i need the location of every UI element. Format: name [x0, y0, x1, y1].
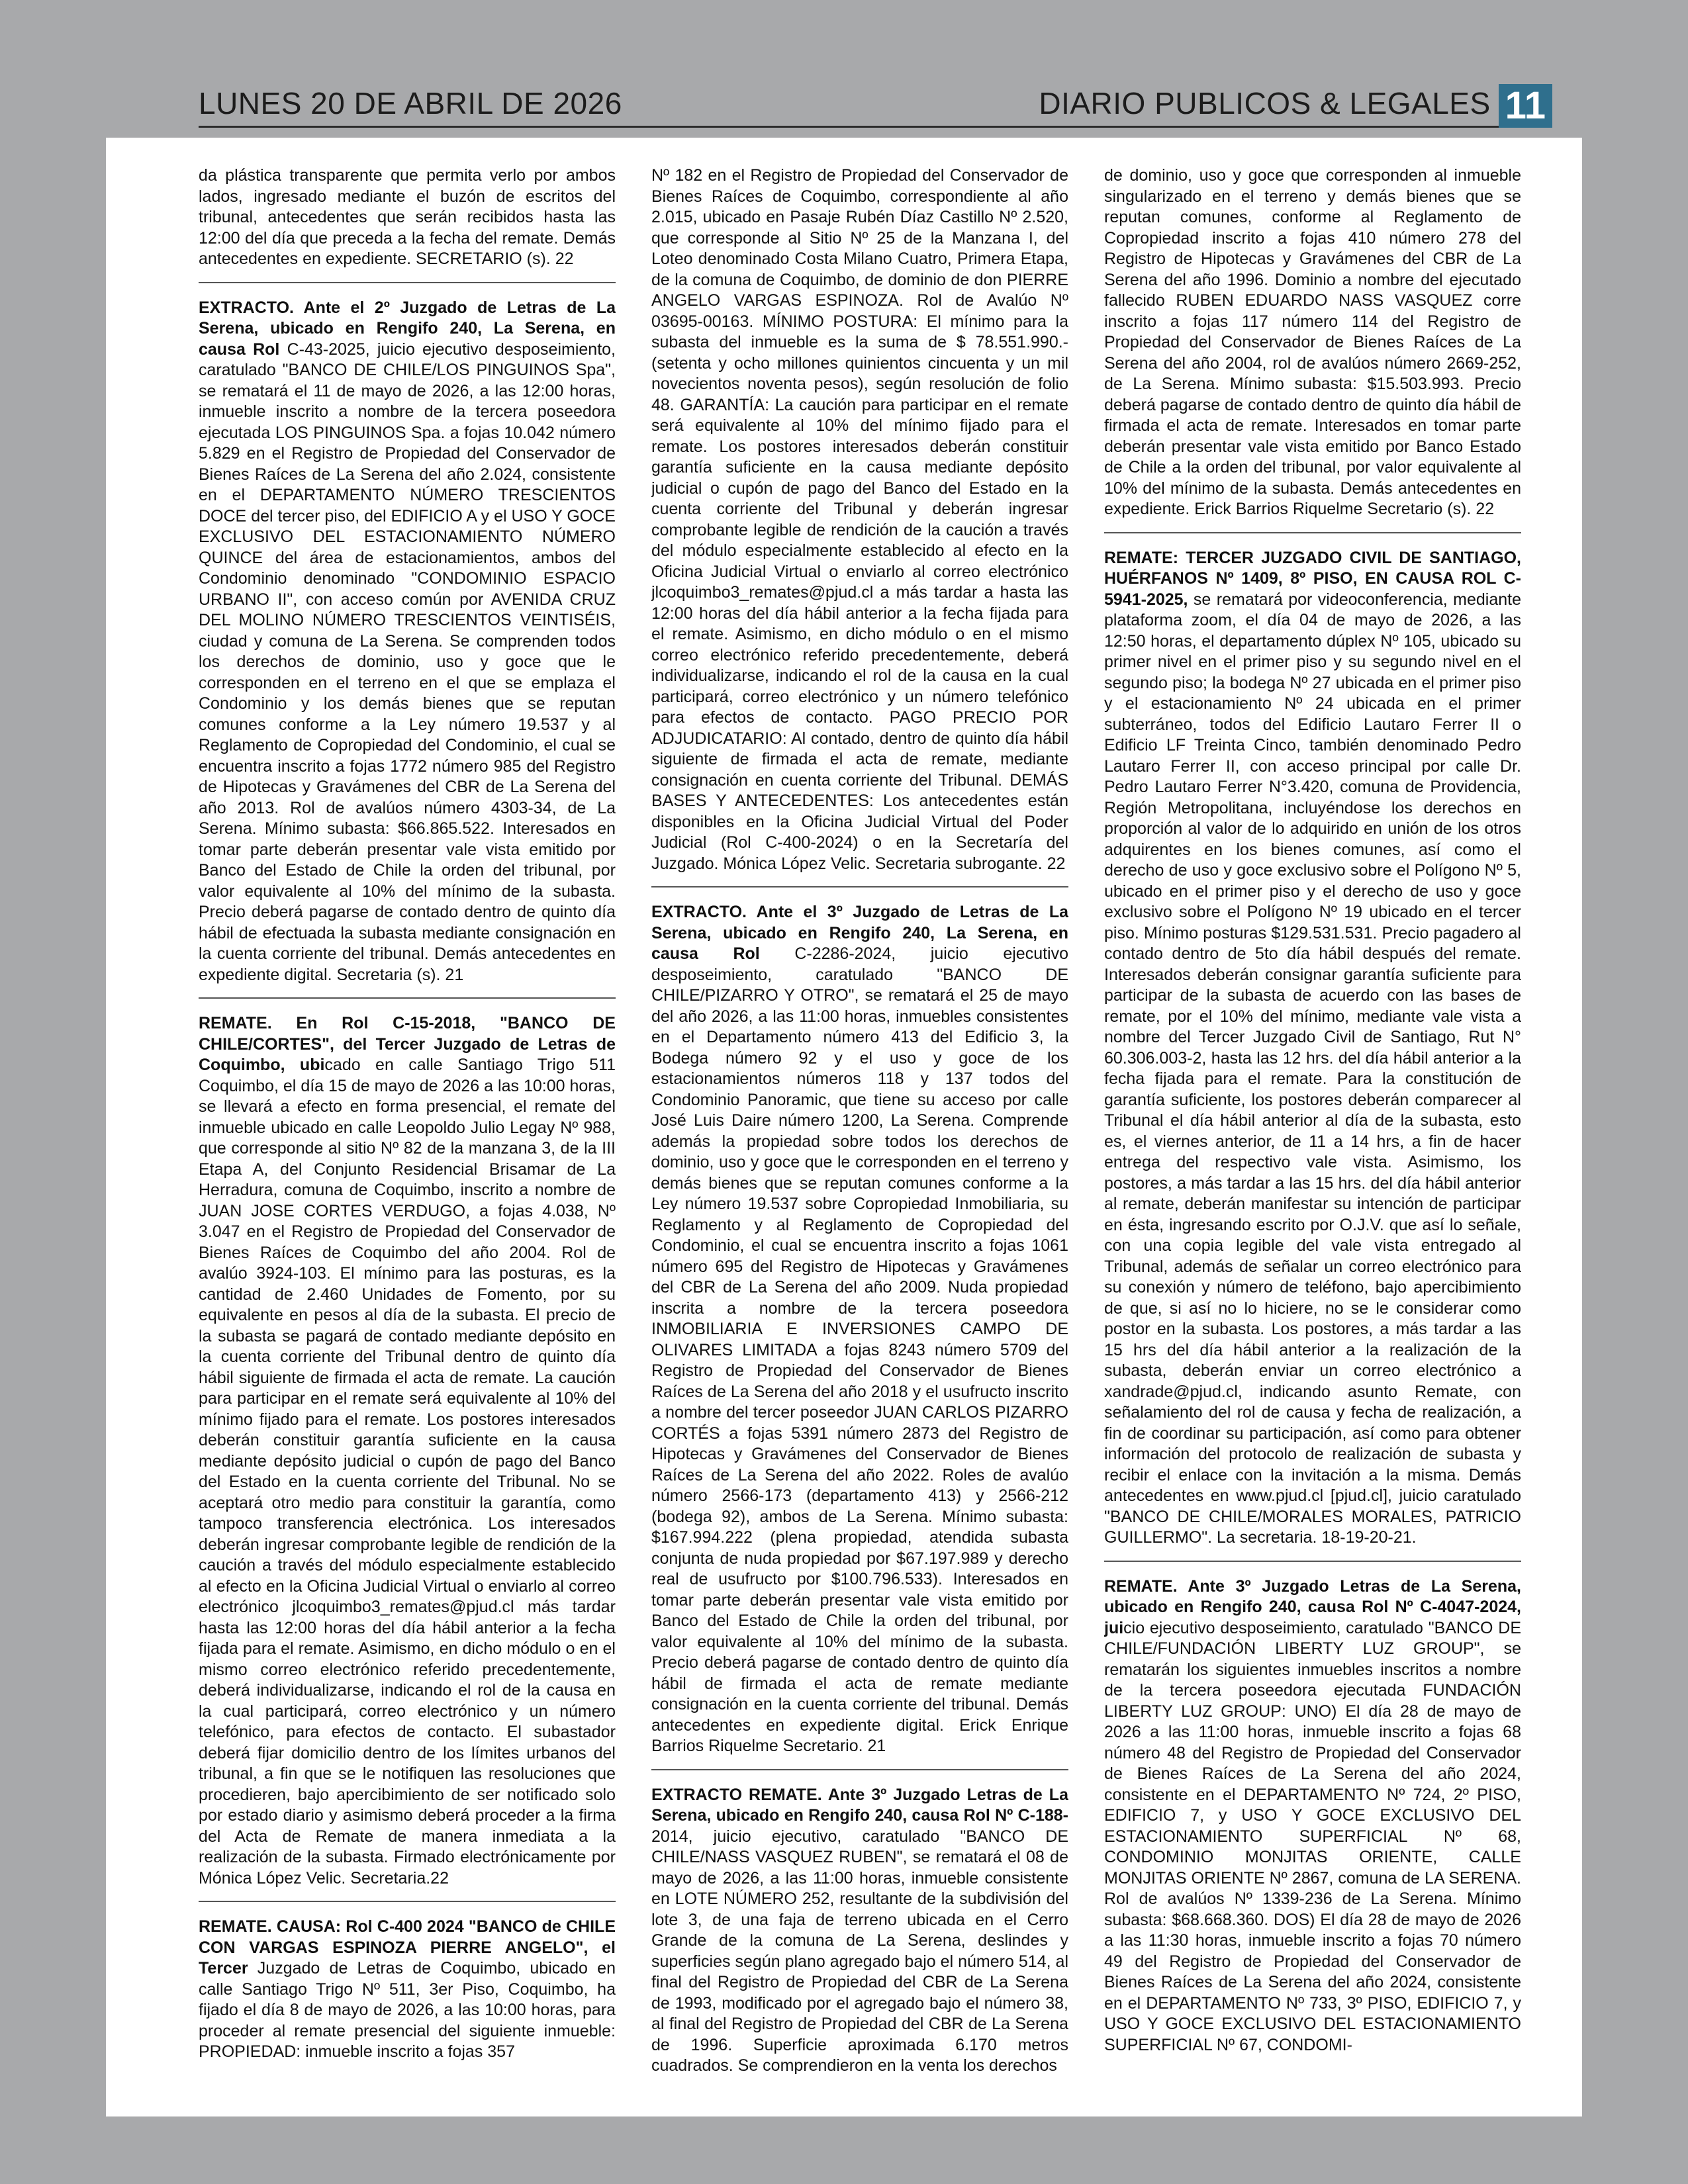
notice [199, 1917, 616, 2075]
notice-body: Nº 182 en el Registro de Propiedad del Conservador de Bienes Raíces de Coquimbo, correspondiente al año 2.015, ubicado en Pasaje Rubén Díaz Castillo Nº 2.520, que corresponde al Sitio Nº 25 de la Manzana I, del Loteo denominado Costa Milano Cuatro, Primera Etapa, de la comuna de Coquimbo, de dominio de don PIERRE ANGELO VARGAS ESPINOZA. Rol de Avalúo Nº 03695-00163. MÍNIMO POSTURA: El mínimo para la subasta del inmueble es la suma de $ 78.551.990.- (setenta y ocho millones quinientos cincuenta y un mil novecientos noventa pesos), según resolución de folio 48. GARANTÍA: La caución para participar en el remate será equivalente al 10% del mínimo fijado para el remate. Los postores interesados deberán constituir garantía suficiente en la causa mediante depósito judicial o cupón de pago del Banco del Estado en la cuenta corriente del Tribunal y deberán ingresar comprobante legible de rendición de la caución a través del módulo especialmente establecido al efecto en la Oficina Judicial Virtual o enviarlo al correo electrónico jlcoquimbo3_remates@pjud.cl a más tardar a hasta las 12:00 horas del día hábil anterior a la fecha fijada para el remate. Asimismo, en dicho módulo o en el mismo correo electrónico referido precedentemente, deberá individualizarse, indicando el rol de la causa en la cual participará, correo electrónico y un número telefónico para efectos de contacto. PAGO PRECIO POR ADJUDICATARIO: Al contado, dentro de quinto día hábil siguiente de firmada el acta de remate, mediante consignación en cuenta corriente del Tribunal. DEMÁS BASES Y ANTECEDENTES: Los antecedentes están disponibles en la Oficina Judicial Virtual del Poder Judicial (Rol C-400-2024) o en la Secretaría del Juzgado. Mónica López Velic. Secretaria subrogante. 22 [651, 166, 1068, 873]
notice [651, 1785, 1068, 2089]
column-3 [1104, 165, 1521, 2098]
notice [1104, 1576, 1521, 2068]
notice-body: C-43-2025, juicio ejecutivo desposeimiento, caratulado "BANCO DE CHILE/LOS PINGUINOS Spa", se rematará el 11 de mayo de 2026, a las 12:00 horas, inmueble inscrito a nombre de la tercera poseedora ejecutada LOS PINGUINOS Spa. a fojas 10.042 número 5.829 en el Registro de Propiedad del Conservador de Bienes Raíces de La Serena del año 2.024, consistente en el DEPARTAMENTO NÚMERO TRESCIENTOS DOCE del tercer piso, del EDIFICIO A y el USO Y GOCE EXCLUSIVO DEL ESTACIONAMIENTO NÚMERO QUINCE del área de estacionamientos, ambos del Condominio denominado "CONDOMINIO ESPACIO URBANO II", con acceso común por AVENIDA CRUZ DEL MOLINO NÚMERO TRESCIENTOS VEINTISÉIS, ciudad y comuna de La Serena. Se comprenden todos los derechos de dominio, uso y goce que le corresponden en el terreno en el que se emplaza el Condominio y los demás bienes que se reputan comunes conforme a la Ley número 19.537 y al Reglamento de Copropiedad del Condominio, el cual se encuentra inscrito a fojas 1772 número 985 del Registro de Hipotecas y Gravámenes del CBR de La Serena del año 2013. Rol de avalúos número 4303-34, de La Serena. Mínimo subasta: $66.865.522. Interesados en tomar parte deberán presentar vale vista emitido por Banco del Estado de Chile la orden del tribunal, por valor equivalente al 10% del mínimo de la subasta. Precio deberá pagarse de contado dentro de quinto día hábil de efectuada la subasta mediante consignación en la cuenta corriente del tribunal. Demás antecedentes en expediente digital. Secretaria (s). 21 [199, 340, 616, 984]
notice-body: 2014, juicio ejecutivo, caratulado "BANCO DE CHILE/NASS VASQUEZ RUBEN", se rematará el 08 de mayo de 2026, a las 11:00 horas, inmueble consistente en LOTE NÚMERO 252, resultante de la subdivisión del lote 3, de una faja de terreno ubicada en el Cerro Grande de la comuna de La Serena, deslindes y superficies según plano agregado bajo el número 514, al final del Registro de Propiedad del CBR de La Serena de 1993, modificado por el agregado bajo el número 38, al final del Registro de Propiedad del CBR de La Serena de 1996. Superficie aproximada 6.170 metros cuadrados. Se comprendieron en la venta los derechos [651, 1827, 1068, 2075]
page-sheet [106, 138, 1582, 2116]
issue-date: LUNES 20 DE ABRIL DE 2026 [199, 86, 622, 120]
notice [651, 902, 1068, 1770]
notice-body: se rematará por videoconferencia, mediante plataforma zoom, el día 04 de mayo de 2026, a las 12:50 horas, el departamento dúplex Nº 105, ubicado su primer nivel en el primer piso y su segundo nivel en el segundo piso; la bodega Nº 27 ubicada en el primer piso y el estacionamiento Nº 24 ubicada en el primer subterráneo, todos del Edificio Lautaro Ferrer II o Edificio LF Treinta Cinco, también denominado Pedro Lautaro Ferrer II, con acceso principal por calle Dr. Pedro Lautaro Ferrer N°3.420, comuna de Providencia, Región Metropolitana, incluyéndose los derechos en proporción al valor de lo adquirido en unión de los otros adquirentes en los bienes comunes, así como el derecho de uso y goce exclusivo sobre el Polígono Nº 5, ubicado en el primer piso y el derecho de uso y goce exclusivo sobre el Polígono Nº 19 ubicado en el tercer piso. Mínimo posturas $129.531.531. Precio pagadero al contado dentro de 5to día hábil después del remate. Interesados deberán consignar garantía suficiente para participar de la subasta de acuerdo con las bases de remate, por el 10% del mínimo, mediante vale vista a nombre del Tercer Juzgado Civil de Santiago, Rut N° 60.306.003-2, hasta las 12 hrs. del día hábil anterior a la fecha fijada para el remate. Para la constitución de garantía suficiente, los postores deberán comparecer al Tribunal el día hábil anterior al día de la subasta, esto es, el viernes anterior, de 11 a 14 hrs, a fin de hacer entrega del respectivo vale vista. Asimismo, los postores, a más tardar a las 15 hrs. del día hábil anterior al remate, deberán manifestar su intención de participar en ésta, ingresando escrito por O.J.V. que así lo señale, con una copia legible del vale vista entregado al Tribunal, además de señalar un correo electrónico para su conexión y número de teléfono, bajo apercibimiento de que, si así no lo hiciere, no se le considerar como postor en la subasta. Los postores, a más tardar a las 15 hrs del día hábil anterior a la realización de la subasta, deberán enviar un correo electrónico a xandrade@pjud.cl, indicando asunto Remate, con señalamiento del rol de causa y fecha de realización, a fin de coordinar su participación, así como para obtener información del protocolo de realización de subasta y recibir el enlace con la invitación a la misma. Demás antecedentes en www.pjud.cl [pjud.cl], juicio caratulado "BANCO DE CHILE/MORALES MORALES, PATRICIO GUILLERMO". La secretaria. 18-19-20-21. [1104, 590, 1521, 1547]
notice-lead: EXTRACTO REMATE. Ante 3º Juzgado Letras de La Serena, ubicado en Rengifo 240, causa Rol Nº C-188- [651, 1785, 1068, 1825]
notice-body: cado en calle Santiago Trigo 511 Coquimbo, el día 15 de mayo de 2026 a las 10:00 horas, se llevará a efecto en forma presencial, el remate del inmueble ubicado en calle Leopoldo Julio Legay Nº 988, que corresponde al sitio Nº 82 de la manzana 3, de la III Etapa A, del Conjunto Residencial Brisamar de La Herradura, comuna de Coquimbo, inscrito a nombre de JUAN JOSE CORTES VERDUGO, a fojas 4.038, Nº 3.047 en el Registro de Propiedad del Conservador de Bienes Raíces de Coquimbo del año 2004. Rol de avalúo 3924-103. El mínimo para las posturas, es la cantidad de 2.460 Unidades de Fomento, por su equivalente en pesos al día de la subasta. El precio de la subasta se pagará de contado mediante depósito en la cuenta corriente del Tribunal dentro de quinto día hábil siguiente de firmada el acta de remate. La caución para participar en el remate será equivalente al 10% del mínimo fijado para el remate. Los postores interesados deberán constituir garantía suficiente en la causa mediante depósito judicial o cupón de pago del Banco del Estado en la cuenta corriente del Tribunal. No se aceptará otro medio para constituir la garantía, como tampoco transferencia electrónica. Los interesados deberán ingresar comprobante legible de rendición de la caución a través del módulo especialmente establecido al efecto en la Oficina Judicial Virtual o enviarlo al correo electrónico jlcoquimbo3_remates@pjud.cl más tardar hasta las 12:00 horas del día hábil anterior a la fecha fijada para el remate. Asimismo, en dicho módulo o en el mismo correo electrónico referido precedentemente, deberá individualizarse, indicando el rol de la causa en la cual participará, correo electrónico y un número telefónico, para efectos de contacto. El subastador deberá fijar domicilio dentro de los límites urbanos del tribunal, a fin que se le notifiquen las resoluciones que procedieren, bajo apercibimiento de ser notificado solo por estado diario y asimismo deberá proceder a la firma del Acta de Remate de manera inmediata a la realización de la subasta. Firmado electrónicamente por Mónica López Velic. Secretaria.22 [199, 1056, 616, 1888]
column-2 [651, 165, 1068, 2098]
notice-body: Juzgado de Letras de Coquimbo, ubicado en calle Santiago Trigo Nº 511, 3er Piso, Coquimbo, ha fijado el día 8 de mayo de 2026, a las 10:00 horas, para proceder al remate presencial del siguiente inmueble: PROPIEDAD: inmueble inscrito a fojas 357 [199, 1959, 616, 2061]
notice [1104, 548, 1521, 1562]
notice-continuation [199, 165, 616, 283]
page-header [199, 78, 1552, 128]
publication-title: DIARIO PUBLICOS & LEGALES [1039, 86, 1491, 120]
notice-body: cio ejecutivo desposeimiento, caratulado "BANCO DE CHILE/FUNDACIÓN LIBERTY LUZ GROUP", se rematarán los siguientes inmuebles inscritos a nombre de la tercera poseedora ejecutada FUNDACIÓN LIBERTY LUZ GROUP: UNO) El día 28 de mayo de 2026 a las 11:00 horas, inmueble inscrito a fojas 68 número 48 del Registro de Propiedad del Conservador de Bienes Raíces de La Serena del año 2024, consistente en el DEPARTAMENTO Nº 724, 2º PISO, EDIFICIO 7, y USO Y GOCE EXCLUSIVO DEL ESTACIONAMIENTO SUPERFICIAL Nº 68, CONDOMINIO MONJITAS ORIENTE, CALLE MONJITAS ORIENTE Nº 2867, comuna de LA SERENA. Rol de avalúos Nº 1339-236 de La Serena. Mínimo subasta: $68.668.360. DOS) El día 28 de mayo de 2026 a las 11:30 horas, inmueble inscrito a fojas 70 número 49 del Registro de Propiedad del Conservador de Bienes Raíces de La Serena del año 2024, consistente en el DEPARTAMENTO Nº 733, 3º PISO, EDIFICIO 7, y USO Y GOCE EXCLUSIVO DEL ESTACIONAMIENTO SUPERFICIAL Nº 67, CONDOMI- [1104, 1618, 1521, 2054]
text-columns [199, 165, 1523, 2098]
notice [199, 298, 616, 999]
notice-lead: EXTRACTO. Ante el 2º Juzgado de Letras de La Serena, ubicado en Rengifo 240, La Serena, en causa Rol [199, 298, 616, 359]
notice-continuation [1104, 165, 1521, 533]
notice-lead: REMATE. Ante 3º Juzgado Letras de La Serena, ubicado en Rengifo 240, causa Rol Nº C-4047-2024, jui [1104, 1576, 1521, 1637]
notice [199, 1013, 616, 1902]
notice-body: da plástica transparente que permita verlo por ambos lados, ingresado mediante el buzón de escritos del tribunal, antecedentes que serán recibidos hasta las 12:00 del día que preceda a la fecha del remate. Demás antecedentes en expediente. SECRETARIO (s). 22 [199, 166, 616, 268]
notice-lead: REMATE. En Rol C-15-2018, "BANCO DE CHILE/CORTES", del Tercer Juzgado de Letras de Coquimbo, ubi [199, 1014, 616, 1074]
notice-lead: EXTRACTO. Ante el 3º Juzgado de Letras de La Serena, ubicado en Rengifo 240, La Serena, en causa Rol [651, 903, 1068, 963]
publication-block [1039, 84, 1552, 126]
page-number-badge: 11 [1499, 84, 1552, 128]
notice-body: C-2286-2024, juicio ejecutivo desposeimiento, caratulado "BANCO DE CHILE/PIZARRO Y OTRO", se rematará el 25 de mayo del año 2026, a las 11:00 horas, inmuebles consistentes en el Departamento número 413 del Edificio 3, la Bodega número 92 y el uso y goce de los estacionamientos números 118 y 137 todos del Condominio Panoramic, que tiene su acceso por calle José Luis Daire número 1200, La Serena. Comprende además la propiedad sobre todos los derechos de dominio, uso y goce que le corresponden en el terreno y demás bienes que se reputan comunes conforme a la Ley número 19.537 sobre Copropiedad Inmobiliaria, su Reglamento y al Reglamento de Copropiedad del Condominio, el cual se encuentra inscrito a fojas 1061 número 695 del Registro de Hipotecas y Gravámenes del CBR de La Serena del año 2009. Nuda propiedad inscrita a nombre de la tercera poseedora INMOBILIARIA E INVERSIONES CAMPO DE OLIVARES LIMITADA a fojas 8243 número 5709 del Registro de Propiedad del Conservador de Bienes Raíces de La Serena del año 2018 y el usufructo inscrito a nombre del tercer poseedor JUAN CARLOS PIZARRO CORTÉS a fojas 5391 número 2873 del Registro de Hipotecas y Gravámenes del Conservador de Bienes Raíces de La Serena del año 2022. Roles de avalúo número 2566-173 (departamento 413) y 2566-212 (bodega 92), ambos de La Serena. Mínimo subasta: $167.994.222 (plena propiedad, atendida subasta conjunta de nuda propiedad por $67.197.989 y derecho real de usufructo por $100.796.533). Interesados en tomar parte deberán presentar vale vista emitido por Banco del Estado de Chile la orden del tribunal, por valor equivalente al 10% del mínimo de la subasta. Precio deberá pagarse de contado dentro de quinto día hábil de firmada el acta de remate mediante consignación en la cuenta corriente del tribunal. Demás antecedentes en expediente digital. Erick Enrique Barrios Riquelme Secretario. 21 [651, 944, 1068, 1755]
column-1 [199, 165, 616, 2098]
notice-body: de dominio, uso y goce que corresponden al inmueble singularizado en el terreno y demás bienes que se reputan comunes, conforme al Reglamento de Copropiedad inscrito a fojas 410 número 278 del Registro de Hipotecas y Gravámenes del CBR de La Serena del año 1996. Dominio a nombre del ejecutado fallecido RUBEN EDUARDO NASS VASQUEZ corre inscrito a fojas 117 número 114 del Registro de Propiedad del Conservador de Bienes Raíces de La Serena del año 2004, rol de avalúos número 2669-252, de La Serena. Mínimo subasta: $15.503.993. Precio deberá pagarse de contado dentro de quinto día hábil de firmada el acta de remate. Interesados en tomar parte deberán presentar vale vista emitido por Banco Estado de Chile a la orden del tribunal, por valor equivalente al 10% del mínimo de la subasta. Demás antecedentes en expediente. Erick Barrios Riquelme Secretario (s). 22 [1104, 166, 1521, 518]
notice-lead: REMATE: TERCER JUZGADO CIVIL DE SANTIAGO, HUÉRFANOS Nº 1409, 8º PISO, EN CAUSA ROL C-5941-2025, [1104, 548, 1521, 609]
notice-lead: REMATE. CAUSA: Rol C-400 2024 "BANCO de CHILE CON VARGAS ESPINOZA PIERRE ANGELO", el Tercer [199, 1917, 616, 1978]
notice-continuation [651, 165, 1068, 887]
